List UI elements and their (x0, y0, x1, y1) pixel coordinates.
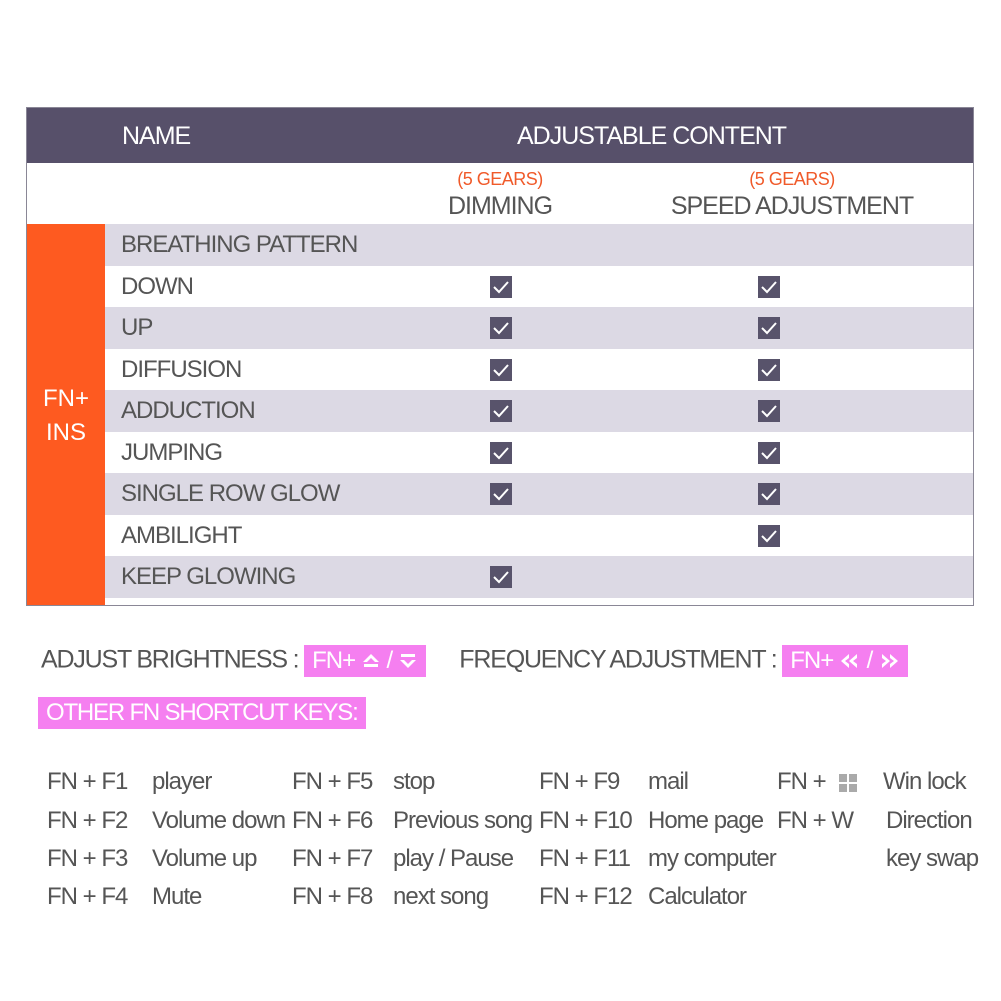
table-row (105, 390, 974, 432)
dimming-check-icon (490, 566, 512, 588)
ins-label: INS (45, 418, 86, 446)
shortcut-action: Mute (152, 883, 202, 910)
frequency-key-tag (782, 645, 908, 677)
shortcut-action: Previous song (393, 807, 533, 834)
shortcut-key: FN + F7 (292, 845, 373, 872)
table-row (105, 515, 974, 557)
row-label: BREATHING PATTERN (121, 231, 358, 258)
row-label: SINGLE ROW GLOW (121, 480, 340, 507)
speed-check-icon (758, 317, 780, 339)
fn-ins-label (27, 224, 105, 606)
shortcut-key: FN + F4 (47, 883, 128, 910)
dimming-check-icon (490, 442, 512, 464)
table-row (105, 224, 974, 266)
brightness-key: FN+ (312, 647, 356, 674)
frequency-key: FN+ (790, 647, 834, 674)
shortcut-key: FN + F10 (539, 807, 632, 834)
header-adjustable-content: ADJUSTABLE CONTENT (517, 122, 787, 150)
down-arrow-icon (398, 652, 418, 670)
shortcut-action: next song (393, 883, 489, 910)
shortcut-action: mail (648, 768, 689, 795)
dimming-check-icon (490, 359, 512, 381)
win-lock-label: Win lock (883, 768, 966, 795)
shortcut-action: player (152, 768, 212, 795)
row-label: KEEP GLOWING (121, 563, 296, 590)
table-row (105, 266, 974, 308)
speed-column-head (667, 169, 917, 221)
shortcut-action: Volume up (152, 845, 257, 872)
table-row (105, 349, 974, 391)
row-label: JUMPING (121, 438, 222, 466)
shortcut-action: Calculator (648, 883, 747, 910)
w-key: FN + W (777, 807, 853, 834)
dimming-check-icon (490, 317, 512, 339)
row-label: ADDUCTION (121, 397, 255, 424)
shortcut-key: FN + F5 (292, 768, 373, 795)
row-label: UP (121, 314, 153, 341)
adjust-line (41, 645, 908, 677)
shortcut-key: FN + F2 (47, 807, 128, 834)
speed-check-icon (758, 276, 780, 298)
shortcut-key: FN + F8 (292, 883, 373, 910)
slash: / (386, 647, 393, 674)
table-row (105, 473, 974, 515)
win-key-text: FN + (777, 768, 826, 795)
slash: / (866, 647, 873, 674)
lighting-table (26, 107, 974, 606)
direction-label: Direction (886, 807, 972, 834)
shortcut-key: FN + F1 (47, 768, 128, 795)
row-label: AMBILIGHT (121, 521, 242, 549)
fn-label: FN+ (42, 384, 89, 412)
windows-icon (839, 774, 857, 792)
header-name: NAME (122, 122, 191, 150)
shortcut-key: FN + F12 (539, 883, 632, 910)
brightness-key-tag (304, 645, 426, 677)
table-row (105, 307, 974, 349)
shortcut-action: stop (393, 768, 435, 795)
frequency-label: FREQUENCY ADJUSTMENT : (459, 645, 777, 674)
table-row (105, 432, 974, 474)
dimming-title: DIMMING (447, 192, 553, 220)
table-subheader (27, 163, 973, 224)
speed-check-icon (758, 359, 780, 381)
shortcut-action: Volume down (152, 807, 286, 834)
shortcut-key: FN + F3 (47, 845, 128, 872)
table-header (27, 108, 973, 163)
other-shortcuts-label: OTHER FN SHORTCUT KEYS: (38, 697, 366, 729)
speed-title: SPEED ADJUSTMENT (670, 192, 914, 220)
dimming-check-icon (490, 400, 512, 422)
right-arrow-icon (878, 652, 900, 670)
row-label: DIFFUSION (121, 355, 242, 383)
shortcut-action: my computer (648, 845, 776, 872)
speed-check-icon (758, 442, 780, 464)
shortcut-key: FN + F9 (539, 768, 620, 795)
row-label: DOWN (121, 272, 193, 300)
shortcut-key: FN + F6 (292, 807, 373, 834)
key-swap-label: key swap (886, 845, 979, 872)
speed-check-icon (758, 400, 780, 422)
win-key (777, 768, 857, 796)
speed-gears: (5 GEARS) (749, 169, 835, 189)
dimming-column-head (427, 169, 573, 221)
dimming-gears: (5 GEARS) (457, 169, 543, 189)
shortcut-key: FN + F11 (539, 845, 630, 872)
shortcut-action: play / Pause (393, 845, 514, 872)
dimming-check-icon (490, 276, 512, 298)
brightness-label: ADJUST BRIGHTNESS : (41, 645, 299, 674)
speed-check-icon (758, 483, 780, 505)
shortcut-action: Home page (648, 807, 764, 834)
speed-check-icon (758, 525, 780, 547)
left-arrow-icon (839, 652, 861, 670)
table-row (105, 556, 974, 598)
dimming-check-icon (490, 483, 512, 505)
up-arrow-icon (361, 652, 381, 670)
